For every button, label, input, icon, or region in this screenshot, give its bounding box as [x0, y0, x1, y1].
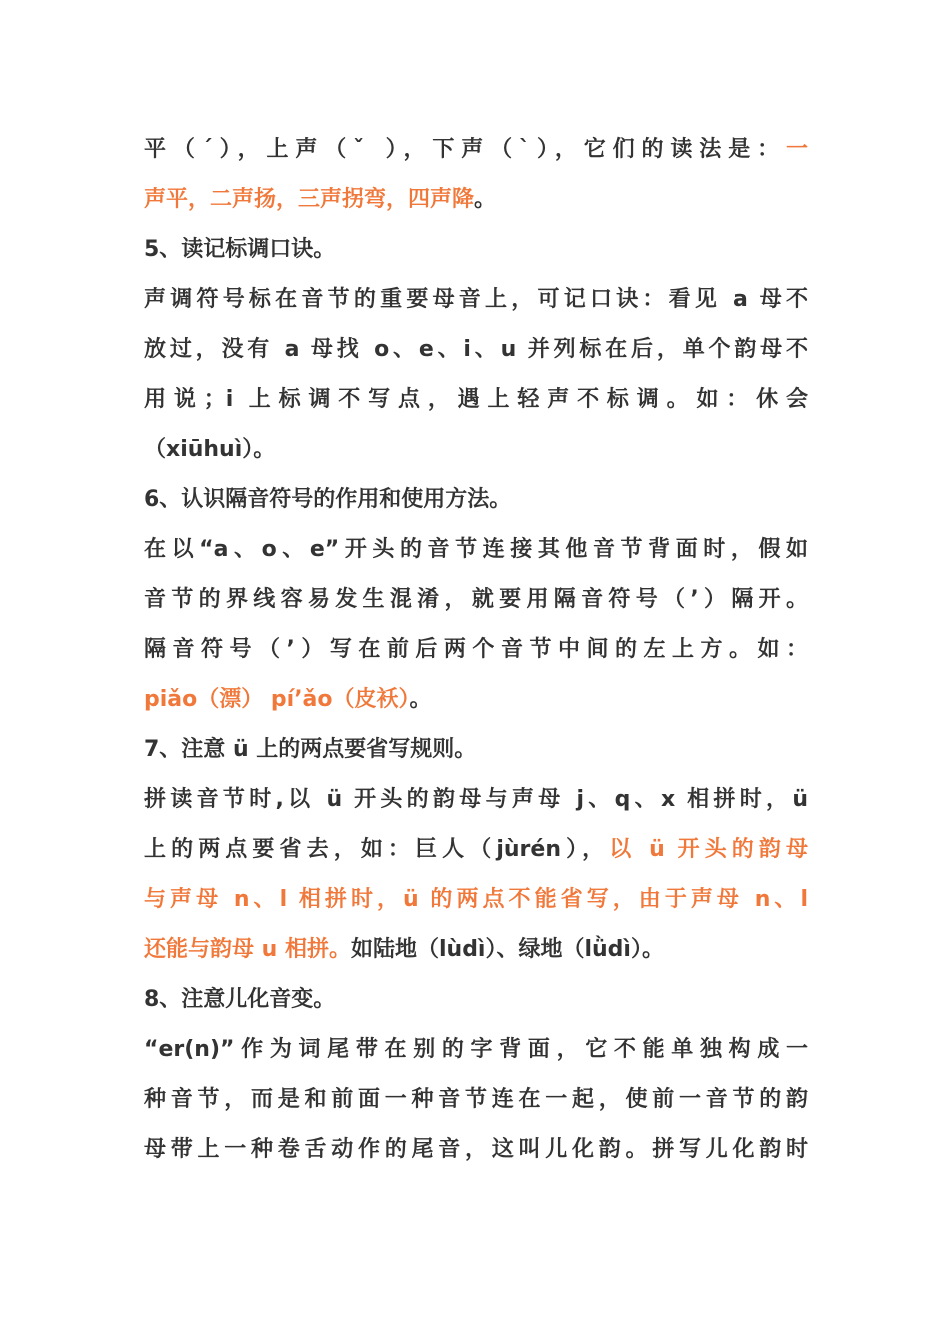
body-text: 上的两点要省去，如：巨人（jùrén），	[144, 837, 610, 862]
text-line	[144, 1025, 808, 1075]
text-line	[144, 575, 808, 625]
text-line	[144, 825, 808, 875]
body-text: 拼读音节时,以 ü 开头的韵母与声母 j、q、x 相拼时，ü	[144, 787, 808, 812]
text-line	[144, 475, 808, 525]
body-text: “er(n)”作为词尾带在别的字背面，它不能单独构成一	[144, 1037, 808, 1062]
text-line	[144, 775, 808, 825]
body-text: 5、读记标调口诀。	[144, 237, 336, 262]
text-line	[144, 225, 808, 275]
text-line	[144, 325, 808, 375]
text-line	[144, 175, 808, 225]
highlighted-text: 与声母 n、l 相拼时，ü 的两点不能省写，由于声母 n、l	[144, 887, 808, 912]
highlighted-text: 声平，二声扬，三声拐弯，四声降	[144, 187, 475, 212]
highlighted-text: piǎo（漂） pí’ǎo（皮袄）	[144, 687, 410, 712]
highlighted-text: 以 ü 开头的韵母	[609, 837, 808, 862]
text-line	[144, 925, 808, 975]
body-text: 母带上一种卷舌动作的尾音，这叫儿化韵。拼写儿化韵时	[144, 1137, 808, 1162]
text-line	[144, 725, 808, 775]
text-line	[144, 675, 808, 725]
highlighted-text: 一	[785, 137, 808, 162]
body-text: 平（ˊ），上声（ˇ ），下声（ˋ），它们的读法是：	[144, 137, 786, 162]
body-text: 。	[409, 687, 432, 712]
text-line	[144, 125, 808, 175]
body-text: 6、认识隔音符号的作用和使用方法。	[144, 487, 512, 512]
text-line	[144, 275, 808, 325]
body-text: 隔音符号（’）写在前后两个音节中间的左上方。如：	[144, 637, 808, 662]
text-line	[144, 975, 808, 1025]
text-line	[144, 1075, 808, 1125]
body-text: 用说；i 上标调不写点，遇上轻声不标调。如：休会	[144, 387, 808, 412]
highlighted-text: 还能与韵母 u 相拼。	[144, 937, 351, 962]
text-line	[144, 875, 808, 925]
text-line	[144, 425, 808, 475]
body-text: 放过，没有 a 母找 o、e、i、u 并列标在后，单个韵母不	[144, 337, 808, 362]
body-text: （xiūhuì）。	[144, 437, 276, 462]
body-text: 。	[474, 187, 497, 212]
text-line	[144, 1125, 808, 1175]
document-body	[144, 125, 808, 1175]
text-line	[144, 525, 808, 575]
body-text: 种音节，而是和前面一种音节连在一起，使前一音节的韵	[144, 1087, 808, 1112]
body-text: 8、注意儿化音变。	[144, 987, 336, 1012]
body-text: 在以“a、o、e”开头的音节连接其他音节背面时，假如	[144, 537, 808, 562]
text-line	[144, 625, 808, 675]
body-text: 7、注意 ü 上的两点要省写规则。	[144, 737, 477, 762]
body-text: 声调符号标在音节的重要母音上，可记口诀：看见 a 母不	[144, 287, 808, 312]
body-text: 如陆地（lùdì）、绿地（lǜdì）。	[350, 937, 664, 962]
body-text: 音节的界线容易发生混淆，就要用隔音符号（’）隔开。	[144, 587, 808, 612]
text-line	[144, 375, 808, 425]
